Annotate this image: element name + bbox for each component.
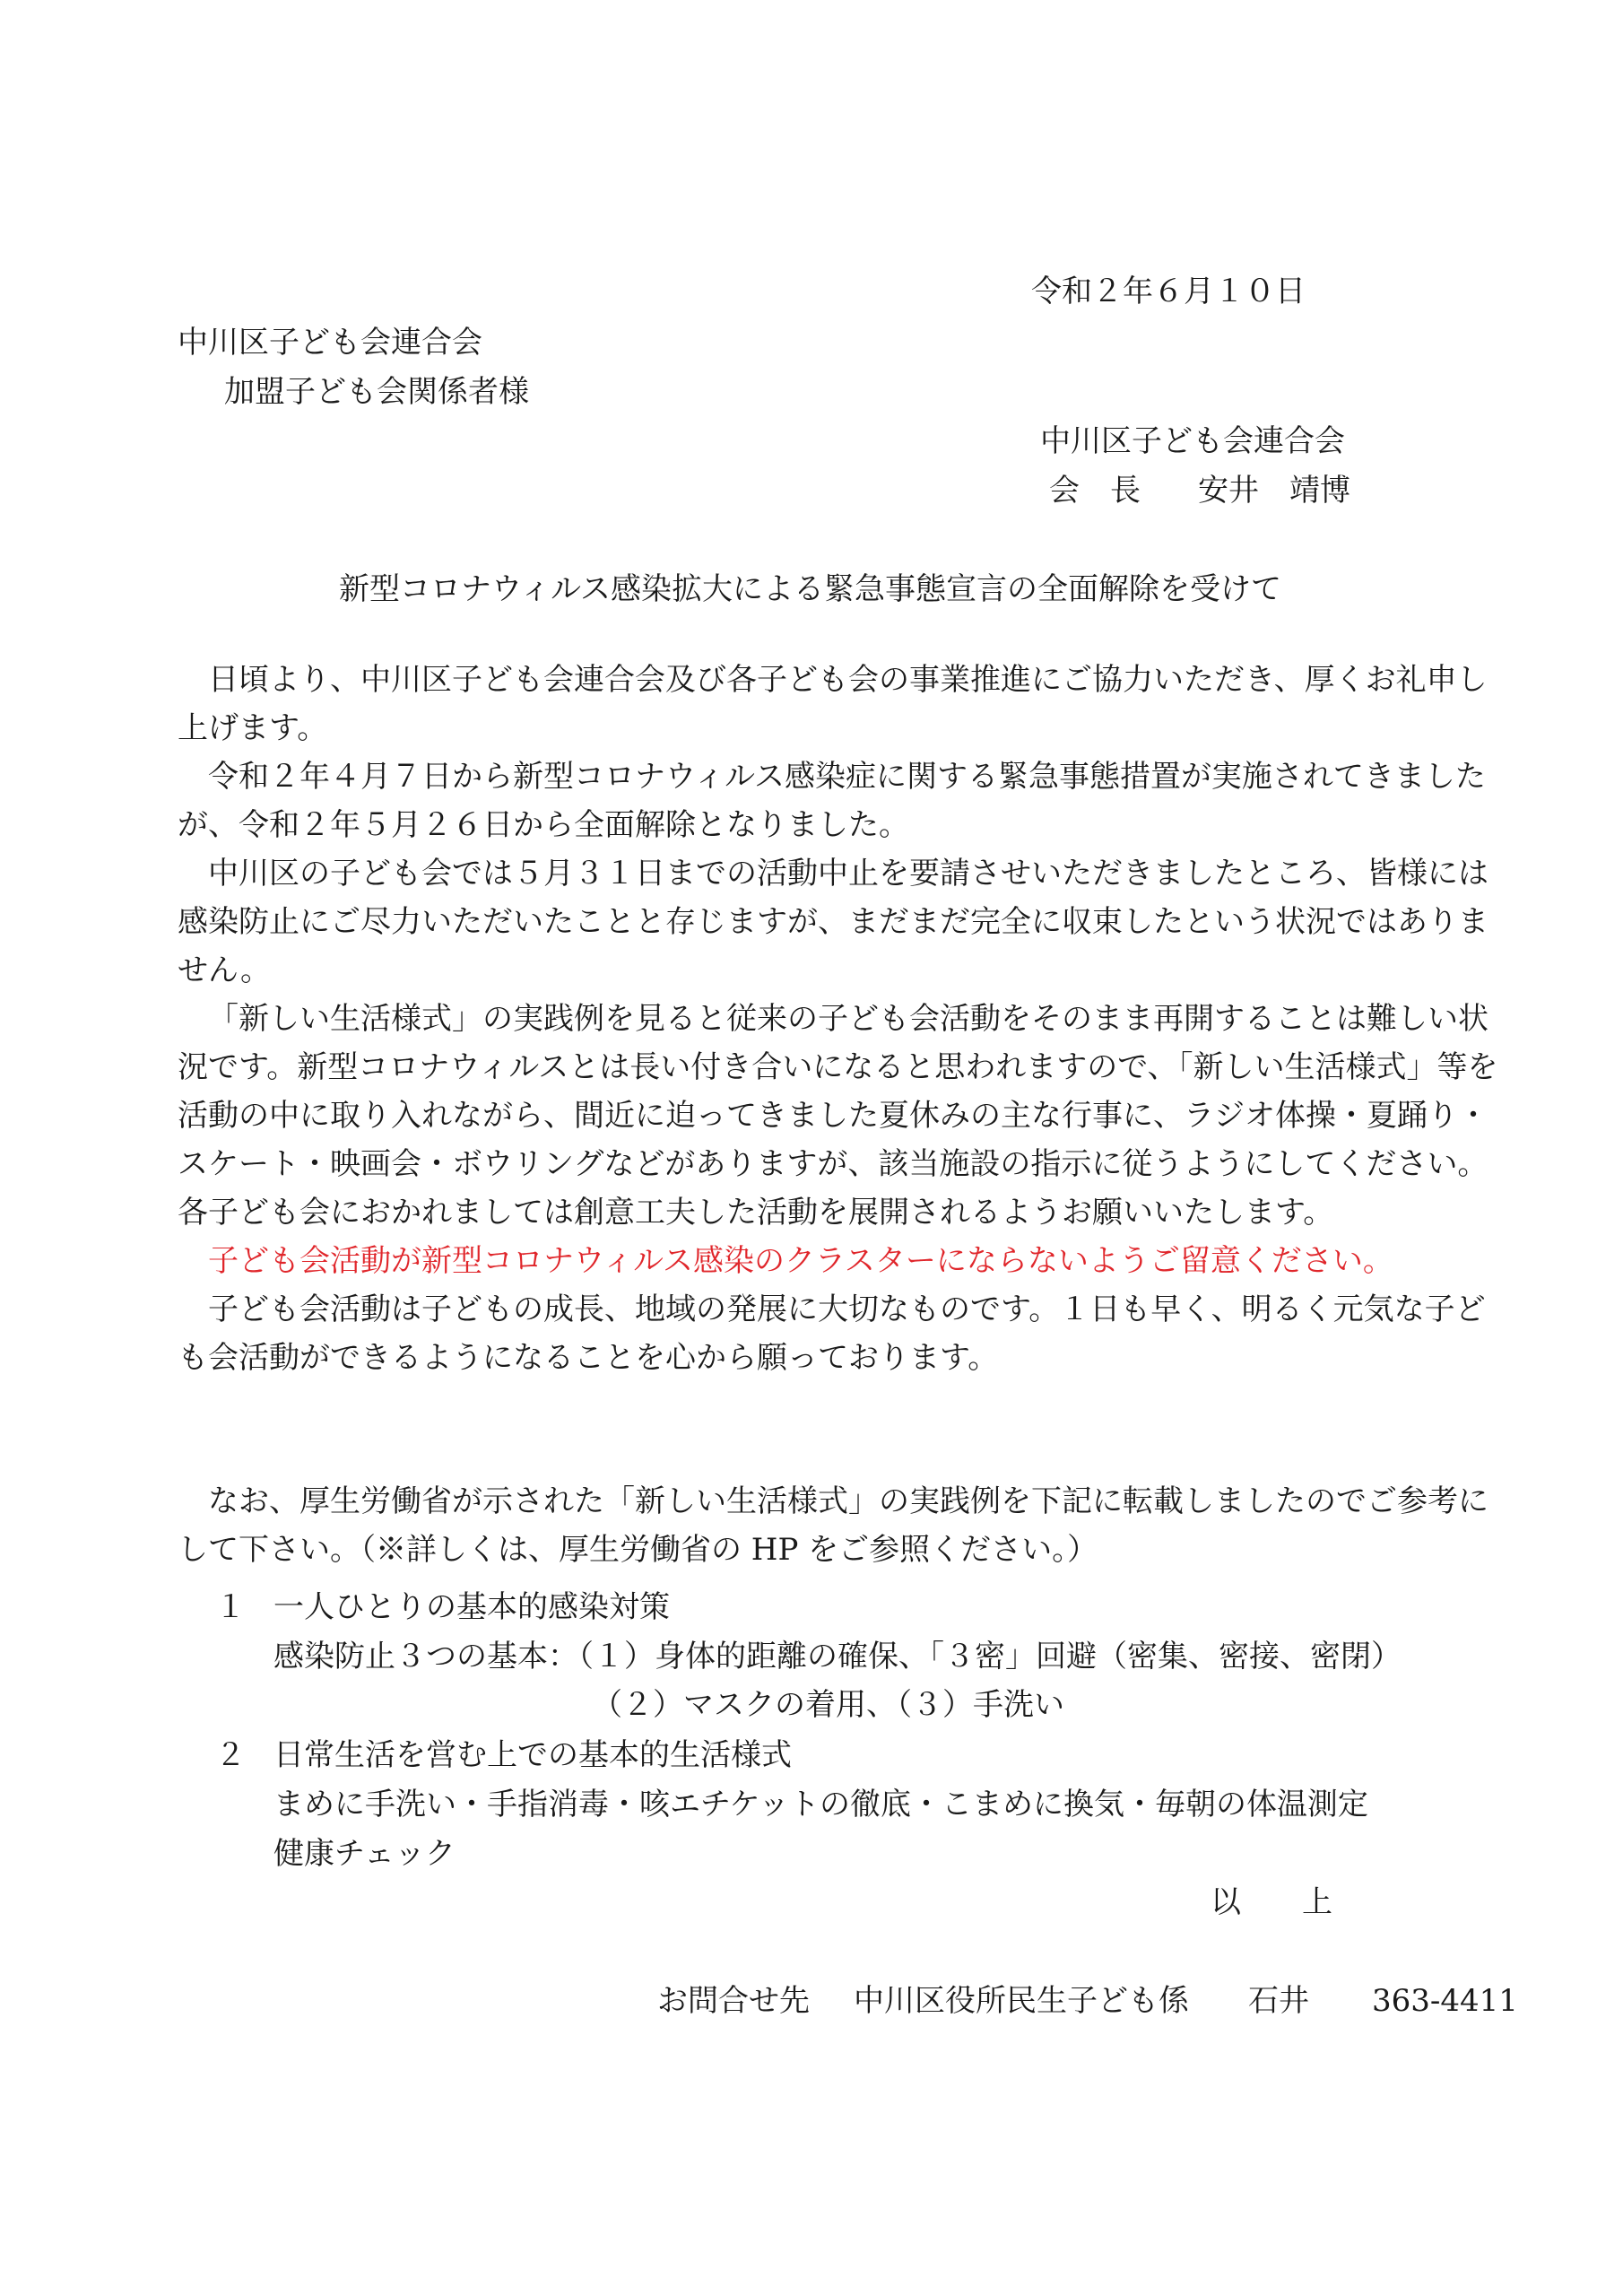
contact-person: 石井 — [1248, 1983, 1309, 2019]
body-paragraph-6: 子ども会活動は子どもの成長、地域の発展に大切なものです。１日も早く、明るく元気な子ども会活動ができるようになることを心から願っております。 — [178, 1292, 1486, 1376]
list-item-2-number: ２ — [215, 1737, 246, 1773]
sender-name: 安井 靖博 — [1198, 473, 1350, 509]
list-item-2-line-1: まめに手洗い・手指消毒・咳エチケットの徹底・こまめに換気・毎朝の体温測定 — [273, 1787, 1368, 1822]
body-paragraph-warning: 子ども会活動が新型コロナウィルス感染のクラスターにならないようご留意ください。 — [208, 1243, 1393, 1279]
body-paragraph-4: 「新しい生活様式」の実践例を見ると従来の子ども会活動をそのまま再開することは難しい状況です。新型コロナウィルスとは長い付き合いになると思われますので、「新しい生活様式」等を活動の中に取り入れながら、間近に迫ってきました夏休みの主な行事に、ラジオ体操・夏踊り・スケート・映画会・ボウリングなどがありますが、該当施設の指示に従うようにしてください。各子ども会におかれましては創意工夫した活動を展開されるようお願いいたします。 — [178, 1001, 1498, 1231]
body-text — [178, 656, 1505, 1382]
recipient-line-2: 加盟子ども会関係者様 — [224, 374, 529, 410]
document-subject: 新型コロナウィルス感染拡大による緊急事態宣言の全面解除を受けて — [339, 571, 1281, 607]
document-date: 令和２年６月１０日 — [1031, 274, 1306, 309]
contact-label: お問合せ先 — [657, 1983, 810, 2019]
contact-phone: 363-4411 — [1372, 1983, 1518, 2019]
reference-note — [178, 1477, 1505, 1574]
list-item-1-line-2: （２）マスクの着用、（３）手洗い — [592, 1687, 1064, 1723]
closing-i: 以 — [1211, 1884, 1241, 1920]
list-item-2-line-2: 健康チェック — [273, 1836, 456, 1872]
sender-title: 会 長 — [1049, 473, 1141, 509]
body-paragraph-1: 日頃より、中川区子ども会連合会及び各子ども会の事業推進にご協力いただき、厚くお礼申し上げます。 — [178, 662, 1488, 746]
closing-jo: 上 — [1302, 1884, 1332, 1920]
list-item-1-title: 一人ひとりの基本的感染対策 — [273, 1589, 670, 1625]
list-item-2-title: 日常生活を営む上での基本的生活様式 — [273, 1737, 792, 1773]
sender-org: 中川区子ども会連合会 — [1040, 423, 1345, 459]
body-paragraph-7: なお、厚生労働省が示された「新しい生活様式」の実践例を下記に転載しましたのでご参考にして下さい。（※詳しくは、厚生労働省の HP をご参照ください。） — [178, 1483, 1488, 1568]
recipient-line-1: 中川区子ども会連合会 — [178, 325, 482, 361]
list-item-1-number: １ — [215, 1589, 246, 1625]
body-paragraph-2: 令和２年４月７日から新型コロナウィルス感染症に関する緊急事態措置が実施されてきましたが、令和２年５月２６日から全面解除となりました。 — [178, 759, 1486, 843]
list-item-1-line-1: 感染防止３つの基本：（１）身体的距離の確保、「３密」回避（密集、密接、密閉） — [273, 1639, 1402, 1674]
contact-office: 中川区役所民生子ども係 — [854, 1983, 1189, 2019]
body-paragraph-3: 中川区の子ども会では５月３１日までの活動中止を要請させいただきましたところ、皆様には感染防止にご尽力いただいたことと存じますが、まだまだ完全に収束したという状況ではありません。 — [178, 856, 1488, 988]
